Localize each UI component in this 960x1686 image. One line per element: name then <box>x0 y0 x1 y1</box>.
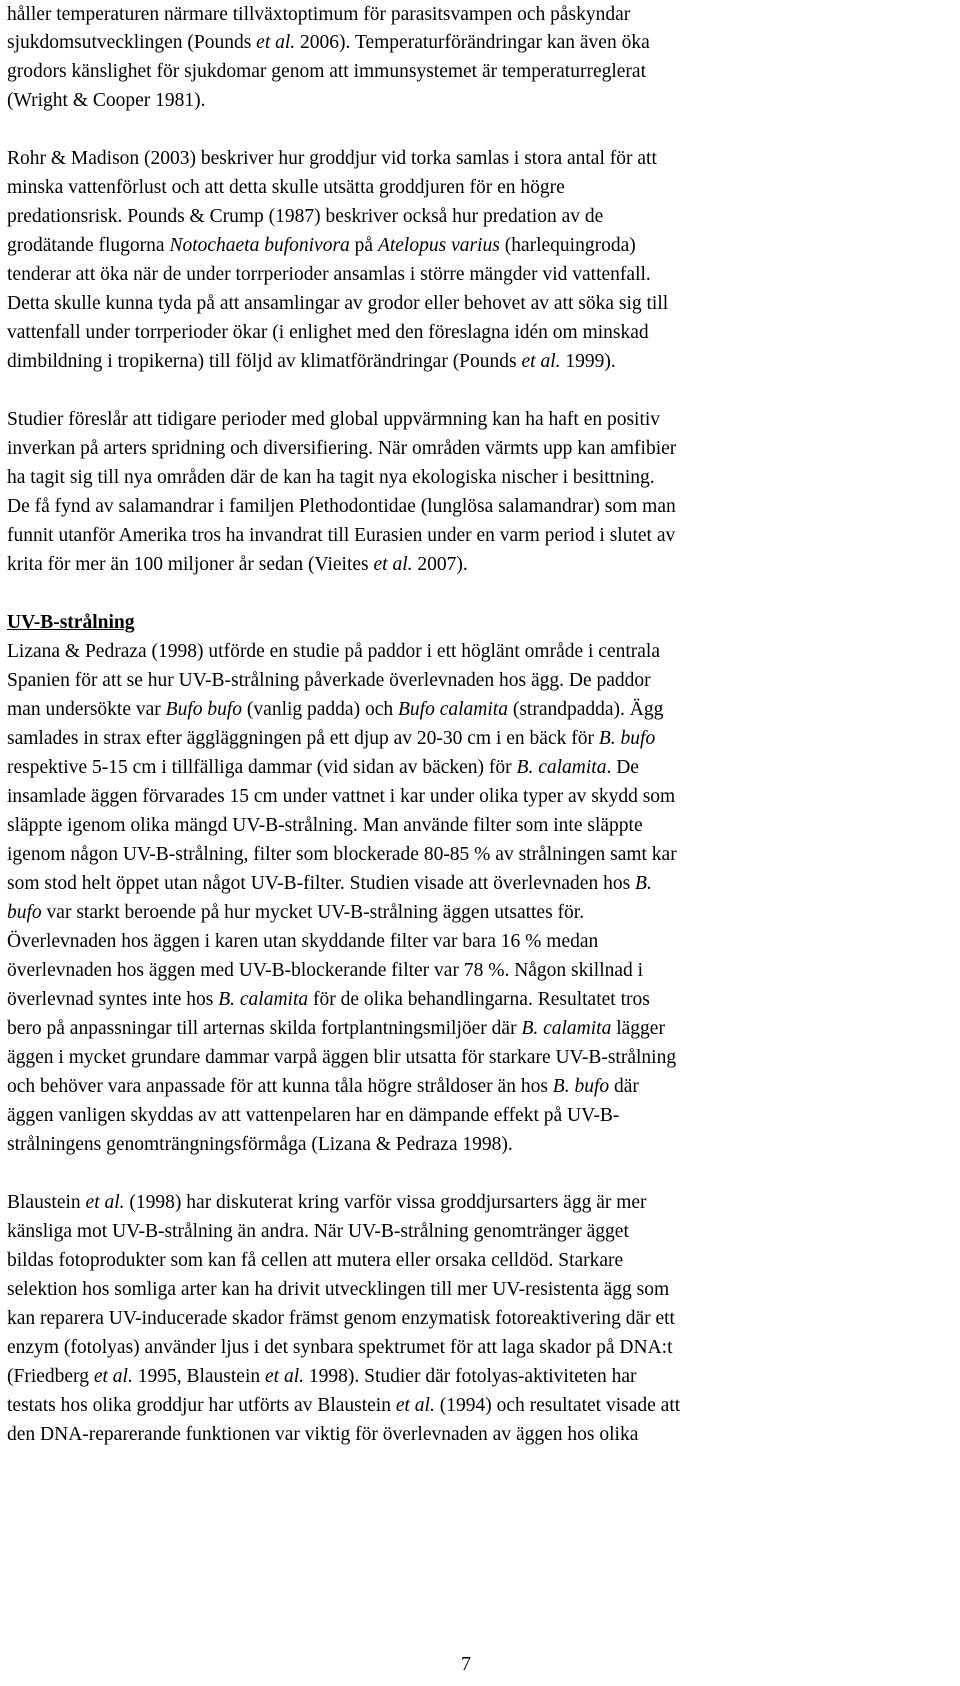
text-run: . De <box>606 757 639 778</box>
text-run: testats hos olika groddjur har utförts av Blaustein <box>7 1395 396 1416</box>
italic-text: Bufo bufo <box>165 699 243 720</box>
text-run: Rohr & Madison (2003) beskriver hur groddjur vid torka samlas i stora antal för att <box>7 148 657 169</box>
text-run: insamlade äggen förvarades 15 cm under vattnet i kar under olika typer av skydd som <box>7 786 676 807</box>
italic-text: et al. <box>256 32 296 53</box>
text-line <box>7 1307 675 1331</box>
text-line <box>7 3 630 27</box>
text-line <box>7 524 675 548</box>
text-run: igenom någon UV-B-strålning, filter som blockerade 80-85 % av strålningen samt kar <box>7 844 677 865</box>
text-run: lägger <box>611 1018 665 1039</box>
text-line <box>7 321 649 345</box>
text-run: funnit utanför Amerika tros ha invandrat till Eurasien under en varm period i slutet av <box>7 525 676 546</box>
text-run: den DNA-reparerande funktionen var viktig för överlevnaden av äggen hos olika <box>7 1424 639 1445</box>
text-run: känsliga mot UV-B-strålning än andra. När UV-B-strålning genomtränger ägget <box>7 1221 629 1242</box>
text-line <box>7 1249 623 1273</box>
italic-text: et al. <box>373 554 413 575</box>
text-run: De få fynd av salamandrar i familjen Plethodontidae (lunglösa salamandrar) som man <box>7 496 676 517</box>
text-line <box>7 959 643 983</box>
text-run: dimbildning i tropikerna) till följd av klimatförändringar (Pounds <box>7 351 522 372</box>
page-number: 7 <box>461 1653 471 1675</box>
text-run: och behöver vara anpassade för att kunna tåla högre stråldoser än hos <box>7 1076 553 1097</box>
italic-text: B. calamita <box>218 989 309 1010</box>
text-line <box>7 553 468 577</box>
text-run: (strandpadda). Ägg <box>507 699 664 720</box>
text-run: samlades in strax efter äggläggningen på ett djup av 20-30 cm i en bäck för <box>7 728 599 749</box>
text-run: håller temperaturen närmare tillväxtoptimum för parasitsvampen och påskyndar <box>7 4 631 25</box>
text-line <box>7 930 598 954</box>
text-line <box>7 698 663 722</box>
text-run: ha tagit sig till nya områden där de kan ha tagit nya ekologiska nischer i besittning. <box>7 467 655 488</box>
text-run: för de olika behandlingarna. Resultatet tros <box>308 989 650 1010</box>
italic-text: B. calamita <box>521 1018 612 1039</box>
text-line <box>7 263 651 287</box>
italic-text: et al. <box>395 1395 435 1416</box>
text-line <box>7 1336 673 1360</box>
text-run: respektive 5-15 cm i tillfälliga dammar (vid sidan av bäcken) för <box>7 757 517 778</box>
text-line <box>7 756 639 780</box>
text-line <box>7 785 675 809</box>
text-run: Spanien för att se hur UV-B-strålning påverkade överlevnaden hos ägg. De paddor <box>7 670 651 691</box>
text-run: 1995, Blaustein <box>132 1366 265 1387</box>
text-line <box>7 1191 647 1215</box>
italic-text: Notochaeta bufonivora <box>169 235 350 256</box>
text-run: vattenfall under torrperioder ökar (i enlighet med den föreslagna idén om minskad <box>7 322 649 343</box>
text-line <box>7 901 584 925</box>
italic-text: bufo <box>7 902 42 923</box>
text-line <box>7 1278 669 1302</box>
italic-text: B. calamita <box>516 757 607 778</box>
text-line <box>7 147 657 171</box>
text-run: grodors känslighet för sjukdomar genom att immunsystemet är temperaturreglerat <box>7 61 646 82</box>
text-line <box>7 60 646 84</box>
text-line <box>7 31 650 55</box>
text-run: strålningens genomträngningsförmåga (Lizana & Pedraza 1998). <box>7 1134 513 1155</box>
italic-text: B. bufo <box>552 1076 610 1097</box>
text-run: äggen vanligen skyddas av att vattenpelaren har en dämpande effekt på UV-B- <box>7 1105 620 1126</box>
text-run: (Friedberg <box>7 1366 94 1387</box>
text-line <box>7 1133 513 1157</box>
text-run: (Wright & Cooper 1981). <box>7 90 206 111</box>
text-run: kan reparera UV-inducerade skador främst genom enzymatisk fotoreaktivering där ett <box>7 1308 675 1329</box>
text-line <box>7 176 565 200</box>
text-line <box>7 89 206 113</box>
text-line <box>7 1104 619 1128</box>
text-run: 2006). Temperaturförändringar kan även öka <box>295 32 650 53</box>
text-line <box>7 1046 676 1070</box>
text-line <box>7 350 616 374</box>
text-line <box>7 640 660 664</box>
text-run: UV-B-strålning <box>7 612 135 633</box>
text-run: överlevnaden hos äggen med UV-B-blockerande filter var 78 %. Någon skillnad i <box>7 960 644 981</box>
text-line <box>7 1394 680 1418</box>
text-line <box>7 988 650 1012</box>
text-line <box>7 466 655 490</box>
italic-text: Atelopus varius <box>377 235 500 256</box>
text-run: Blaustein <box>7 1192 86 1213</box>
text-line <box>7 1220 629 1244</box>
text-run: var starkt beroende på hur mycket UV-B-strålning äggen utsattes för. <box>41 902 585 923</box>
text-run: på <box>349 235 378 256</box>
text-run: Lizana & Pedraza (1998) utförde en studie på paddor i ett höglänt område i centrala <box>7 641 660 662</box>
text-run: där <box>609 1076 639 1097</box>
text-run: bildas fotoprodukter som kan få cellen att mutera eller orsaka celldöd. Starkare <box>7 1250 624 1271</box>
text-run: (harlequingroda) <box>499 235 636 256</box>
text-line <box>7 669 651 693</box>
italic-text: et al. <box>85 1192 125 1213</box>
text-run: tenderar att öka när de under torrperioder ansamlas i större mängder vid vattenfall. <box>7 264 651 285</box>
italic-text: Bufo calamita <box>398 699 508 720</box>
text-line <box>7 1075 639 1099</box>
text-run: predationsrisk. Pounds & Crump (1987) beskriver också hur predation av de <box>7 206 604 227</box>
text-line <box>7 234 636 258</box>
text-run: minska vattenförlust och att detta skulle utsätta groddjuren för en högre <box>7 177 565 198</box>
text-run: överlevnad syntes inte hos <box>7 989 219 1010</box>
text-run: Studier föreslår att tidigare perioder med global uppvärmning kan ha haft en positiv <box>7 409 661 430</box>
text-line <box>7 205 603 229</box>
text-run: grodätande flugorna <box>7 235 170 256</box>
text-line <box>7 408 660 432</box>
italic-text: et al. <box>93 1366 133 1387</box>
text-line <box>7 1365 637 1389</box>
section-heading <box>7 611 134 635</box>
text-run: man undersökte var <box>7 699 166 720</box>
text-run: 1999). <box>560 351 616 372</box>
text-run: äggen i mycket grundare dammar varpå äggen blir utsatta för starkare UV-B-strålning <box>7 1047 677 1068</box>
text-line <box>7 1017 665 1041</box>
text-line <box>7 872 652 896</box>
text-run: inverkan på arters spridning och diversifiering. När områden värmts upp kan amfibier <box>7 438 677 459</box>
text-run: (1994) och resultatet visade att <box>434 1395 681 1416</box>
italic-text: et al. <box>521 351 561 372</box>
text-run: släppte igenom olika mängd UV-B-strålning. Man använde filter som inte släppte <box>7 815 643 836</box>
text-run: enzym (fotolyas) använder ljus i det synbara spektrumet för att laga skador på DNA:t <box>7 1337 673 1358</box>
italic-text: B. bufo <box>598 728 656 749</box>
text-run: Detta skulle kunna tyda på att ansamlingar av grodor eller behovet av att söka sig till <box>7 293 669 314</box>
italic-text: et al. <box>265 1366 304 1387</box>
text-line <box>7 437 676 461</box>
text-line <box>7 292 668 316</box>
text-run: Överlevnaden hos äggen i karen utan skyddande filter var bara 16 % medan <box>7 931 599 952</box>
text-line <box>7 727 655 751</box>
text-run: sjukdomsutvecklingen (Pounds <box>7 32 257 53</box>
text-run: (vanlig padda) och <box>242 699 398 720</box>
text-line <box>7 495 676 519</box>
text-line <box>7 843 677 867</box>
text-run: 2007). <box>412 554 468 575</box>
text-run: som stod helt öppet utan något UV-B-filter. Studien visade att överlevnaden hos <box>7 873 636 894</box>
text-run: (1998) har diskuterat kring varför vissa groddjursarters ägg är mer <box>124 1192 647 1213</box>
text-line <box>7 1423 638 1447</box>
text-line <box>7 814 643 838</box>
text-run: selektion hos somliga arter kan ha drivit utvecklingen till mer UV-resistenta ägg som <box>7 1279 670 1300</box>
text-run: krita för mer än 100 miljoner år sedan (Vieites <box>7 554 374 575</box>
italic-text: B. <box>635 873 652 894</box>
text-run: bero på anpassningar till arternas skilda fortplantningsmiljöer där <box>7 1018 522 1039</box>
text-run: 1998). Studier där fotolyas-aktiviteten har <box>304 1366 637 1387</box>
